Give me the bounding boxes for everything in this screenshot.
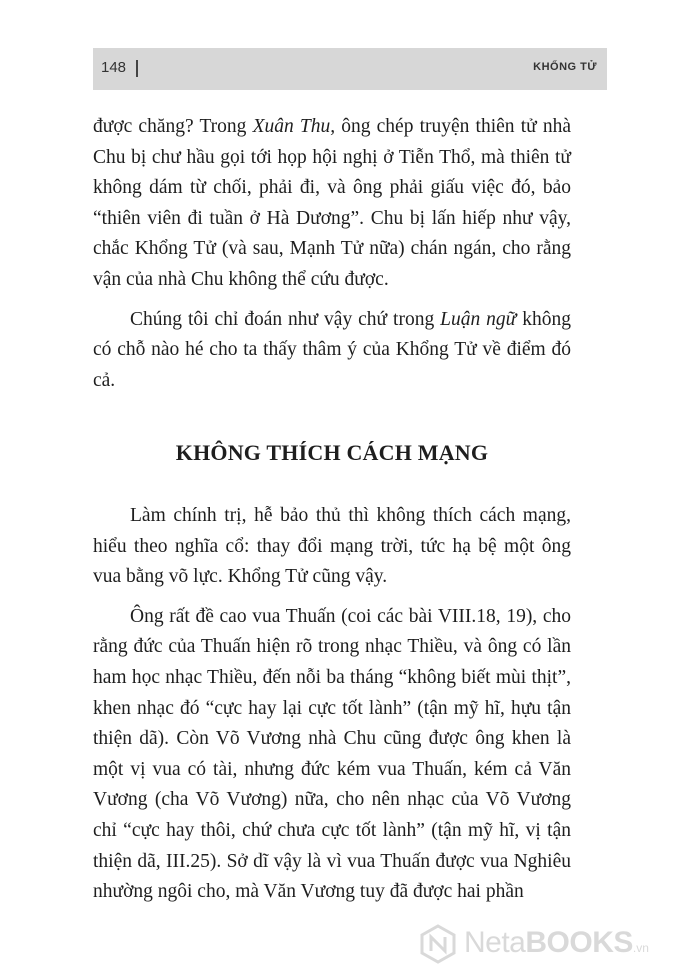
chapter-body	[93, 501, 571, 908]
watermark	[418, 918, 698, 970]
watermark-text: NetaBOOKS.vn	[464, 926, 649, 959]
running-header	[93, 48, 607, 90]
book-title-italic: Luận ngữ	[440, 308, 517, 330]
paragraph: được chăng? Trong Xuân Thu, ông chép truyện thiên tử nhà Chu bị chư hầu gọi tới họp hội nghị ở Tiễn Thổ, mà thiên tử không dám từ chối, phải đi, và ông phải giấu việc đó, bảo “thiên viên đi tuần ở Hà Dương”. Chu bị lấn hiếp như vậy, chắc Khổng Tử (và sau, Mạnh Tử nữa) chán ngán, cho rằng vận của nhà Chu không thể cứu được.	[93, 116, 571, 290]
paragraph: Chúng tôi chỉ đoán như vậy chứ trong Luận ngữ không có chỗ nào hé cho ta thấy thâm ý của Khổng Tử về điểm đó cả.	[93, 308, 572, 391]
section-continued	[93, 112, 571, 396]
page-number: 148	[101, 59, 127, 76]
paragraph: Ông rất đề cao vua Thuấn (coi các bài VIII.18, 19), cho rằng đức của Thuấn hiện rõ trong nhạc Thiều, và ông có lần ham học nhạc Thiều, đến nỗi ba tháng “không biết mùi thịt”, khen nhạc đó “cực hay lại cực tốt lành” (tận mỹ hĩ, hựu tận thiện dã). Còn Võ Vương nhà Chu cũng được ông khen là một vị vua có tài, nhưng đức kém vua Thuấn, kém cả Văn Vương (cha Võ Vương) nữa, cho nên nhạc của Võ Vương chỉ “cực hay thôi, chứ chưa cực tốt lành” (tận mỹ hĩ, vị tận thiện dã, III.25). Sở dĩ vậy là vì vua Thuấn được vua Nghiêu nhường ngôi cho, mà Văn Vương tuy đã được hai phần	[93, 605, 571, 903]
paragraph: Làm chính trị, hễ bảo thủ thì không thích cách mạng, hiểu theo nghĩa cổ: thay đổi mạng trời, tức hạ bệ một ông vua bằng võ lực. Khổng Tử cũng vậy.	[93, 505, 571, 588]
header-divider	[136, 60, 138, 77]
chapter-heading: KHÔNG THÍCH CÁCH MẠNG	[175, 440, 489, 465]
book-title-italic: Xuân Thu,	[252, 116, 336, 137]
netabooks-logo-icon	[418, 924, 458, 964]
running-title: KHỔNG TỬ	[533, 61, 597, 73]
